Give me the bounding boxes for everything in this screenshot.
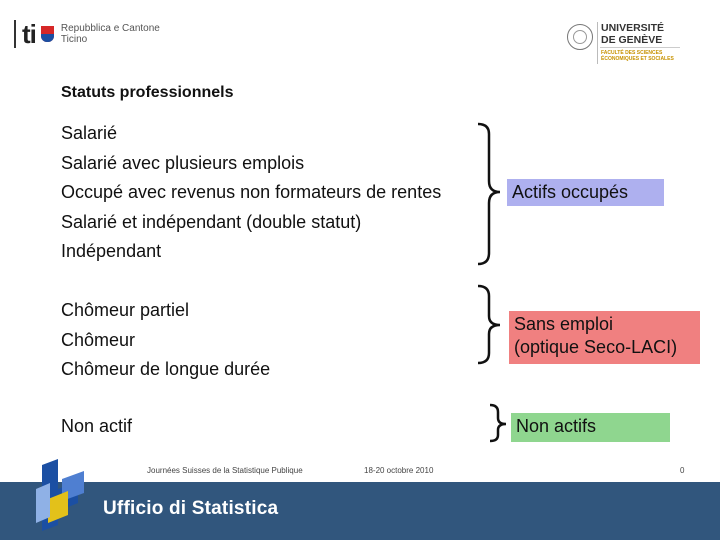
category-line: (optique Seco-LACI) [514,337,678,357]
category-non-actifs: Non actifs [511,413,670,442]
footer-dates: 18-20 octobre 2010 [364,466,434,475]
status-item: Indépendant [61,241,162,261]
status-item: Salarié [61,123,118,143]
slide-title: Statuts professionnels [61,84,234,101]
status-item: Salarié avec plusieurs emplois [61,152,305,173]
status-item: Chômeur partiel [61,300,190,320]
status-item: Non actif [61,416,133,436]
page-number: 0 [680,466,685,475]
faculty-name-line: ÉCONOMIQUES ET SOCIALES [601,56,674,62]
ticino-logo-line: Repubblica e Cantone [60,23,160,34]
office-name: Ufficio di Statistica [103,498,279,519]
university-name-line: UNIVERSITÉ [601,22,665,34]
footer-event: Journées Suisses de la Statistique Publique [147,466,303,475]
status-item: Salarié et indépendant (double statut) [61,211,362,232]
brace-unemployed [478,286,500,363]
faculty-name-line: FACULTÉ DES SCIENCES [601,50,663,56]
category-sans-emploi [509,311,700,364]
statistics-office-logo-icon [28,459,106,531]
university-name-line: DE GENÈVE [601,33,663,46]
category-actifs-occupes: Actifs occupés [507,179,664,206]
brace-employed [478,124,500,264]
brace-inactive [490,405,506,441]
ticino-logo-line: Ticino [60,34,88,45]
status-item: Chômeur de longue durée [61,359,271,379]
status-item: Occupé avec revenus non formateurs de rentes [61,182,442,202]
category-line: Sans emploi [514,314,614,334]
status-item: Chômeur [61,329,136,350]
ticino-logo-mark: ti [22,19,36,49]
